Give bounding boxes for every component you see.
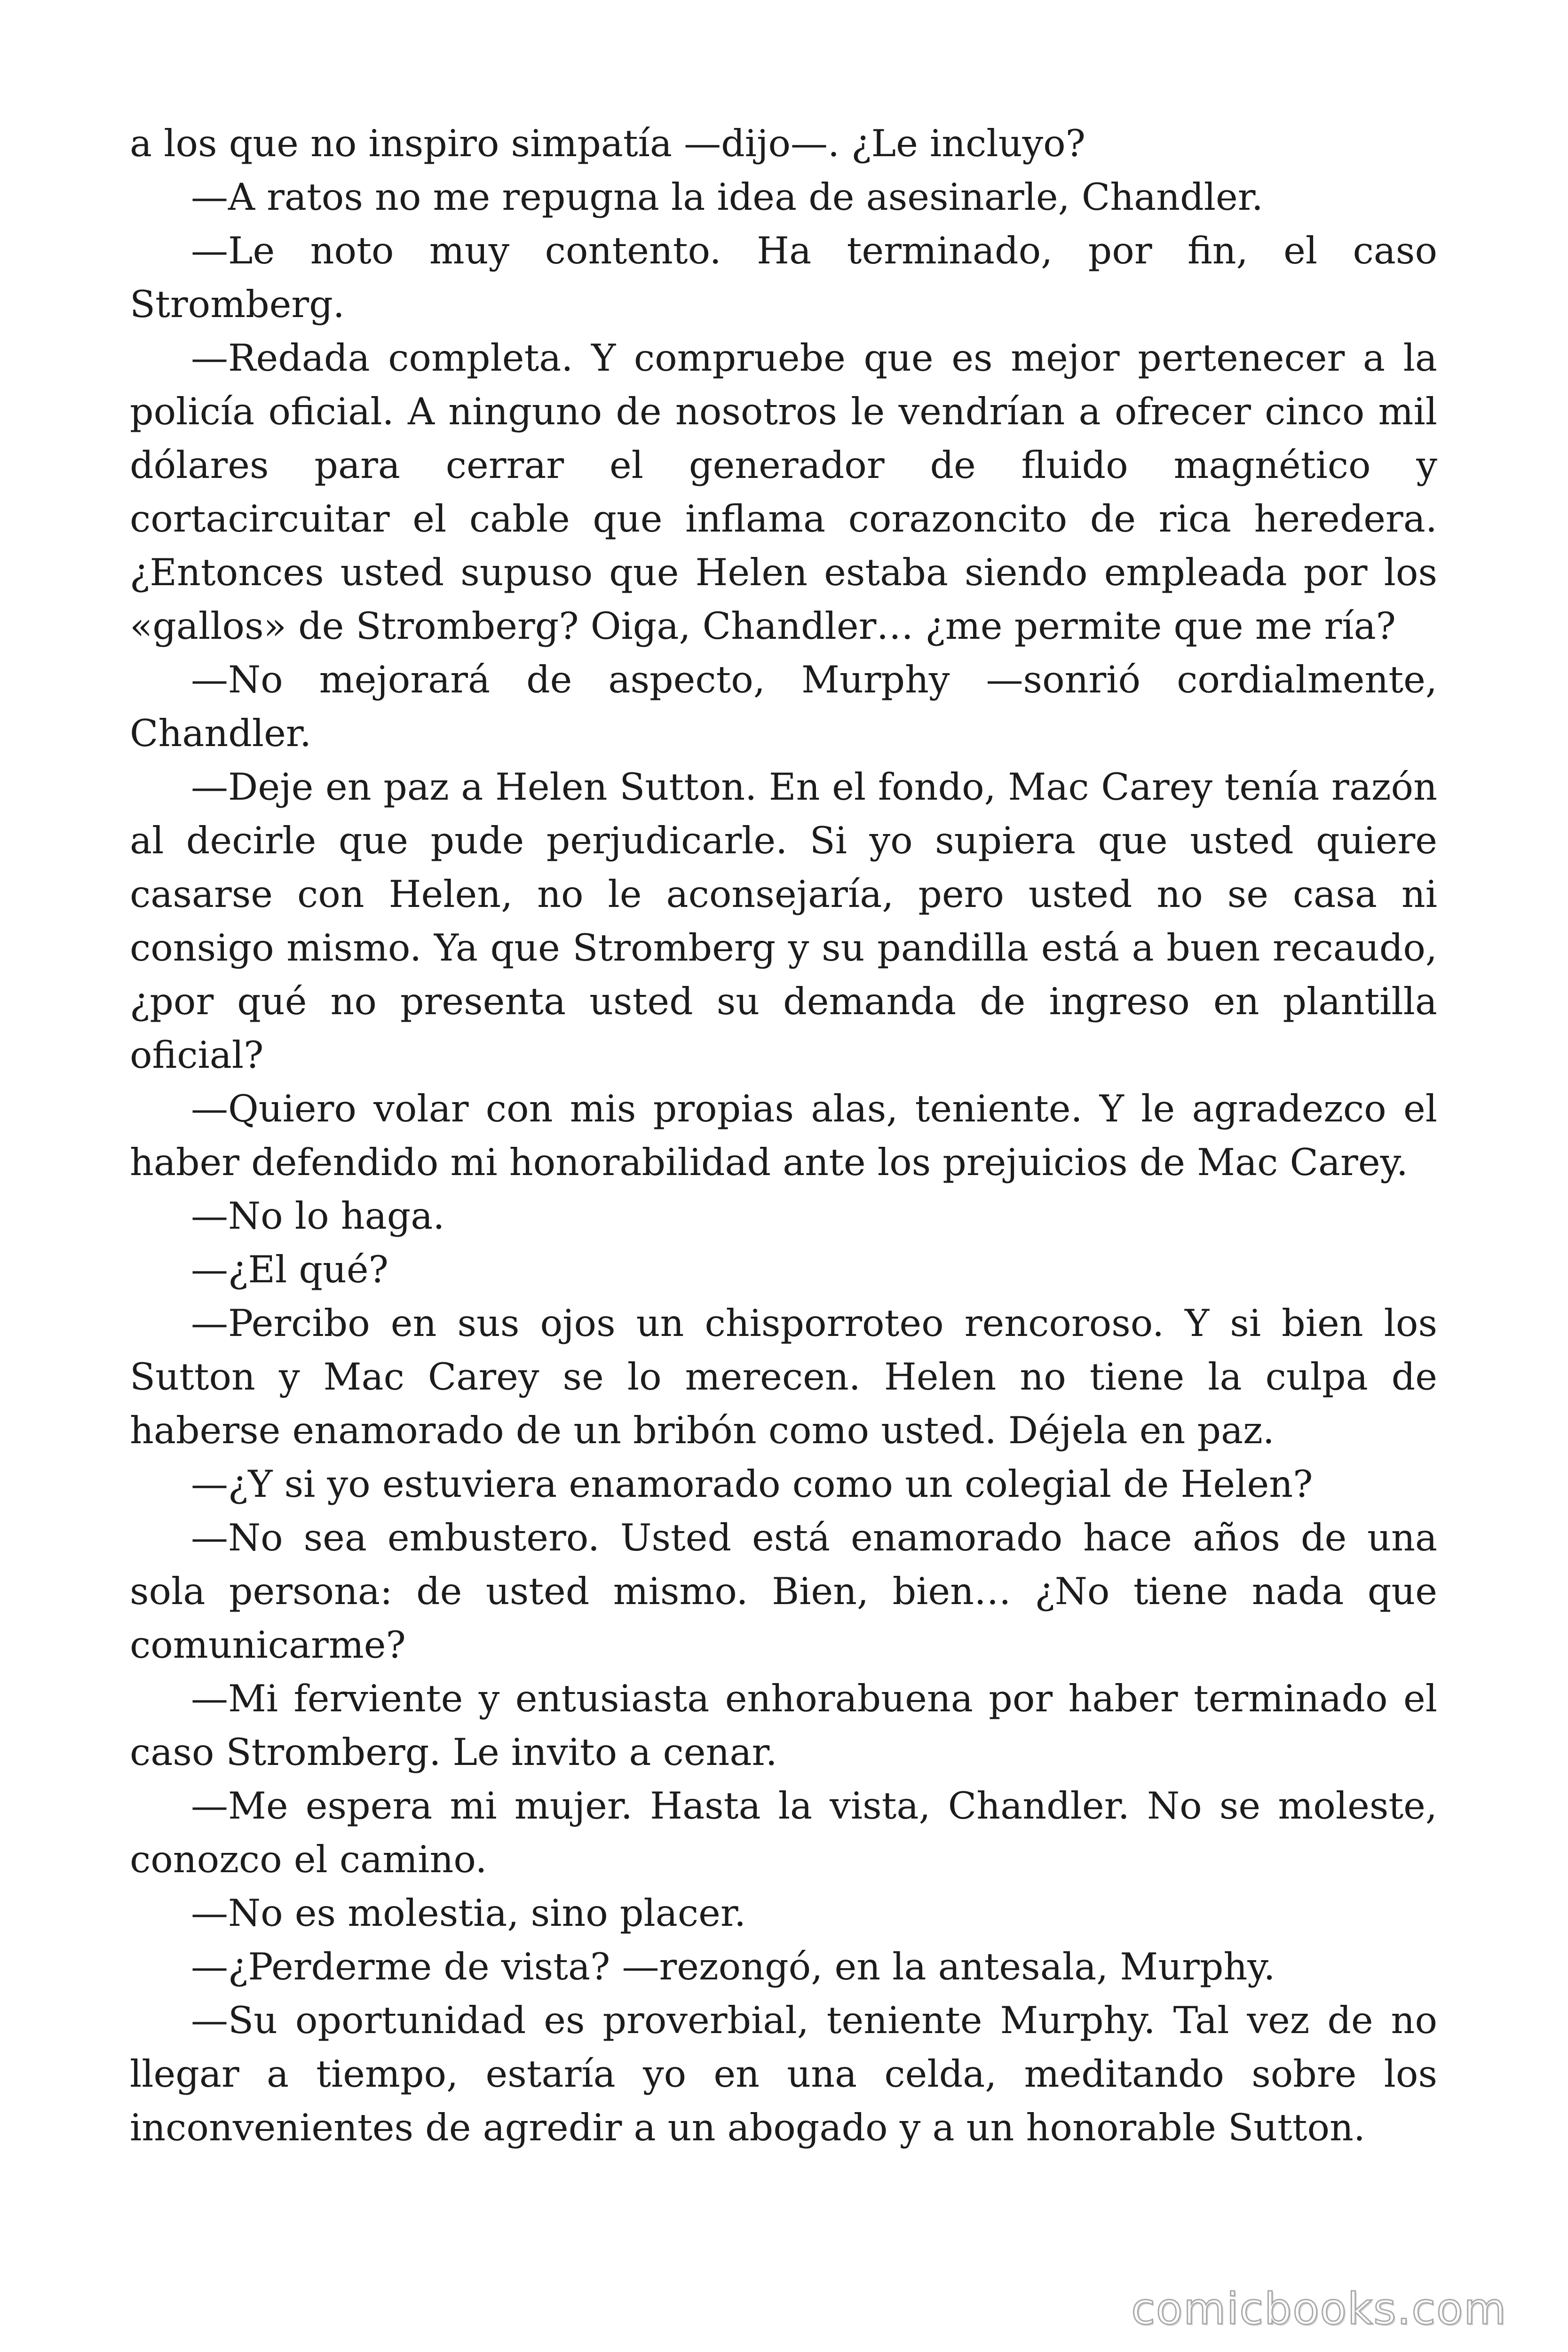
paragraph: —Le noto muy contento. Ha terminado, por fin, el caso Stromberg. <box>130 229 1437 326</box>
watermark: comicbooks.com <box>1131 2284 1507 2334</box>
paragraph: a los que no inspiro simpatía —dijo—. ¿Le incluyo? <box>130 122 1086 165</box>
paragraph: —Quiero volar con mis propias alas, teniente. Y le agradezco el haber defendido mi honorabilidad ante los prejuicios de Mac Carey. <box>130 1087 1437 1184</box>
paragraph: —Redada completa. Y compruebe que es mejor pertenecer a la policía oficial. A ninguno de nosotros le vendrían a ofrecer cinco mil dólares para cerrar el generador de fluido magnético y cortacircuitar el cable que inflama corazoncito de rica heredera. ¿Entonces usted supuso que Helen estaba siendo empleada por los «gallos» de Stromberg? Oiga, Chandler… ¿me permite que me ría? <box>130 336 1437 648</box>
paragraph: —¿Y si yo estuviera enamorado como un colegial de Helen? <box>191 1462 1313 1506</box>
paragraph: —¿El qué? <box>191 1248 388 1291</box>
paragraph: —Percibo en sus ojos un chisporroteo rencoroso. Y si bien los Sutton y Mac Carey se lo merecen. Helen no tiene la culpa de haberse enamorado de un bribón como usted. Déjela en paz. <box>130 1302 1437 1452</box>
paragraph: —Me espera mi mujer. Hasta la vista, Chandler. No se moleste, conozco el camino. <box>130 1784 1437 1881</box>
paragraph: —No mejorará de aspecto, Murphy —sonrió cordialmente, Chandler. <box>130 658 1437 755</box>
body-text <box>130 117 1437 2154</box>
paragraph: —A ratos no me repugna la idea de asesinarle, Chandler. <box>191 175 1263 219</box>
paragraph: —No sea embustero. Usted está enamorado hace años de una sola persona: de usted mismo. Bien, bien… ¿No tiene nada que comunicarme? <box>130 1516 1437 1667</box>
paragraph: —Mi ferviente y entusiasta enhorabuena por haber terminado el caso Stromberg. Le invito a cenar. <box>130 1677 1437 1774</box>
paragraph: —Su oportunidad es proverbial, teniente Murphy. Tal vez de no llegar a tiempo, estaría yo en una celda, meditando sobre los inconvenientes de agredir a un abogado y a un honorable Sutton. <box>130 1999 1437 2149</box>
paragraph: —Deje en paz a Helen Sutton. En el fondo, Mac Carey tenía razón al decirle que pude perjudicarle. Si yo supiera que usted quiere casarse con Helen, no le aconsejaría, pero usted no se casa ni consigo mismo. Ya que Stromberg y su pandilla está a buen recaudo, ¿por qué no presenta usted su demanda de ingreso en plantilla oficial? <box>130 765 1437 1077</box>
paragraph: —No es molestia, sino placer. <box>191 1891 746 1935</box>
paragraph: —No lo haga. <box>191 1194 445 1238</box>
paragraph: —¿Perderme de vista? —rezongó, en la antesala, Murphy. <box>191 1945 1275 1988</box>
